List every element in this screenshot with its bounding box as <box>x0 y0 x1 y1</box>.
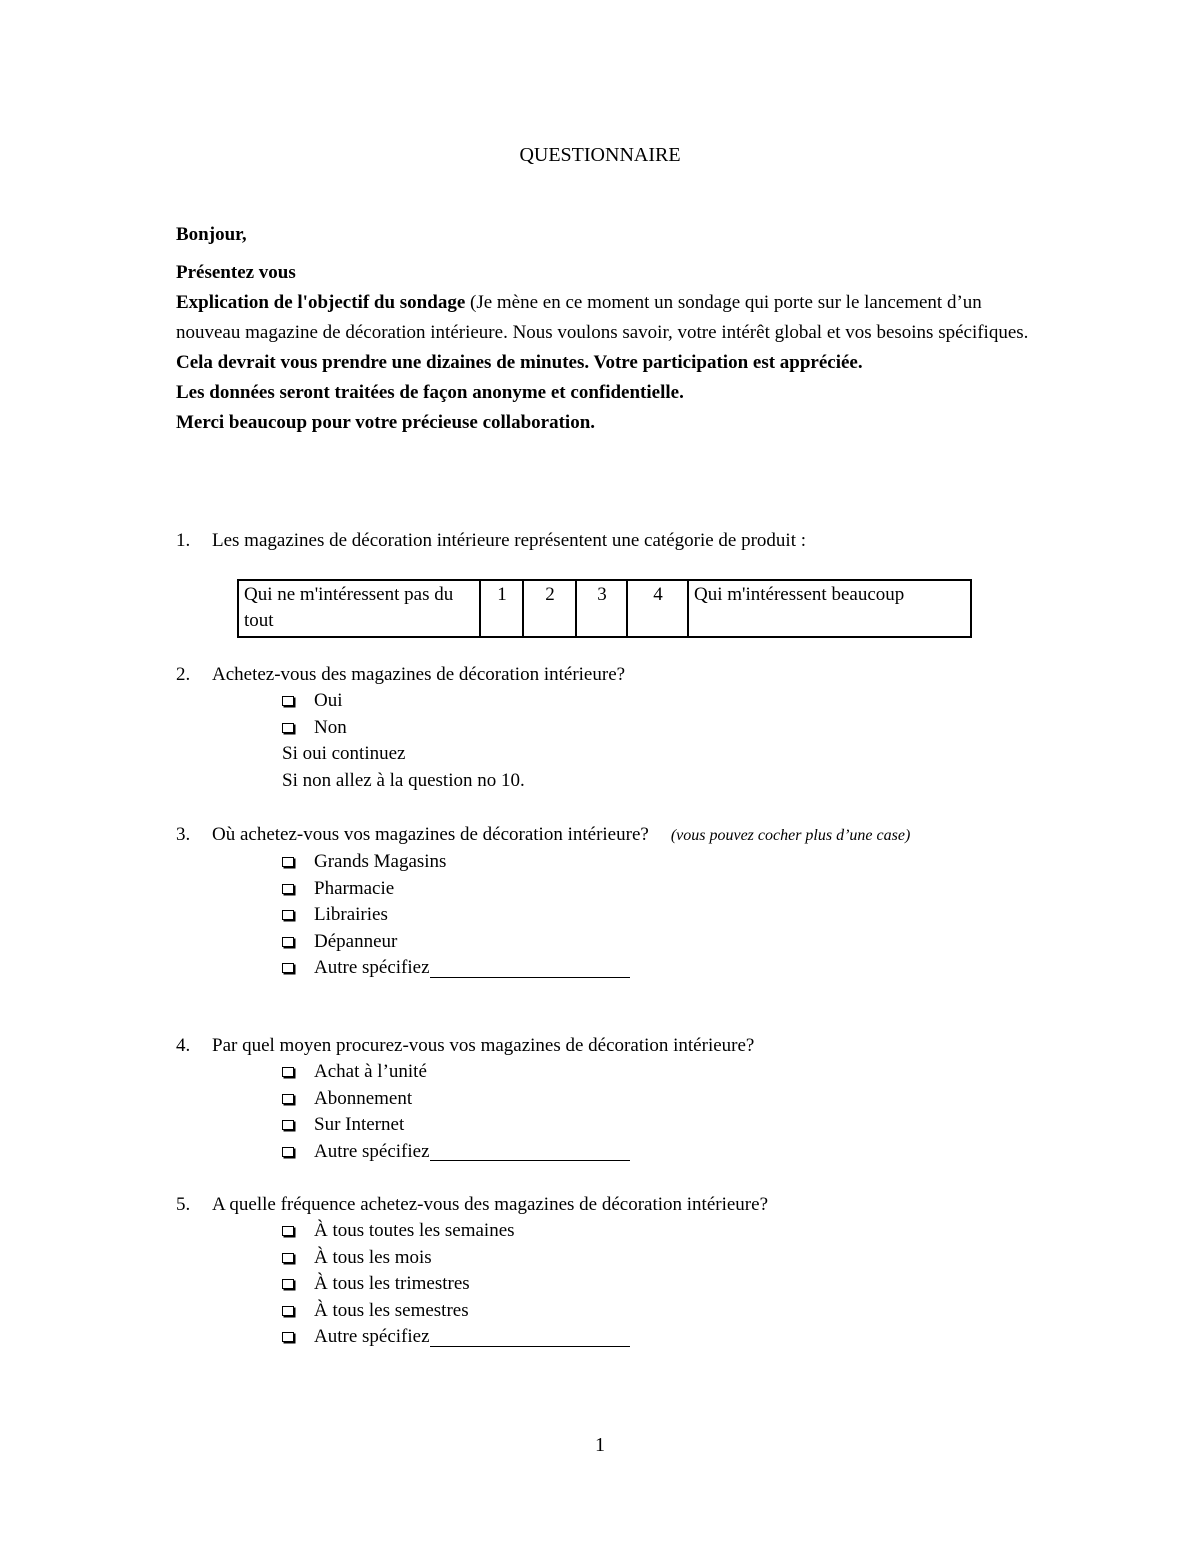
question-text: A quelle fréquence achetez-vous des magazines de décoration intérieure? <box>212 1194 769 1215</box>
page-number: 1 <box>595 1434 605 1456</box>
greeting: Bonjour, <box>176 224 247 245</box>
explanation-label: Explication de l'objectif du sondage <box>176 292 466 313</box>
question-note: (vous pouvez cocher plus d’une case) <box>670 827 911 844</box>
thanks-note: Merci beaucoup pour votre précieuse collaboration. <box>176 412 596 433</box>
checkbox-icon[interactable] <box>282 1332 294 1342</box>
question-number: 4. <box>176 1035 191 1056</box>
option-autre[interactable] <box>280 955 1016 982</box>
question-3 <box>176 822 1016 982</box>
option-label: Autre spécifiez <box>314 1140 430 1162</box>
checkbox-icon[interactable] <box>282 1253 294 1263</box>
option-label: Autre spécifiez <box>314 1326 430 1348</box>
checkbox-icon[interactable] <box>282 1306 294 1316</box>
option-label: À tous les semestres <box>314 1299 469 1321</box>
checkbox-icon[interactable] <box>282 1094 294 1104</box>
question-5 <box>176 1192 1016 1351</box>
checkbox-icon[interactable] <box>282 1279 294 1289</box>
option-non[interactable] <box>280 715 1016 742</box>
option-achat-unite[interactable] <box>280 1059 1016 1086</box>
option-label: Librairies <box>314 904 388 926</box>
if-yes-instruction: Si oui continuez <box>282 743 406 764</box>
option-label: À tous les mois <box>314 1246 432 1268</box>
option-depanneur[interactable] <box>280 929 1016 956</box>
routing-instructions <box>176 741 1016 794</box>
option-grands-magasins[interactable] <box>280 849 1016 876</box>
option-semestres[interactable] <box>280 1298 1016 1325</box>
question-number: 2. <box>176 664 191 685</box>
specify-blank-field[interactable] <box>430 1142 630 1161</box>
question-number: 1. <box>176 530 191 551</box>
specify-blank-field[interactable] <box>430 959 630 978</box>
scale-low-label: Qui ne m'intéressent pas du tout <box>238 580 480 637</box>
question-text: Où achetez-vous vos magazines de décoration intérieure? <box>212 824 649 845</box>
option-label: Non <box>314 716 347 738</box>
option-librairies[interactable] <box>280 902 1016 929</box>
option-label: À tous toutes les semaines <box>314 1220 515 1242</box>
options-list <box>176 1218 1016 1351</box>
explanation-text: (Je mène en ce moment un sondage qui porte sur le lancement d’un nouveau magazine de décoration intérieure. Nous voulons savoir, votre intérêt global et vos besoins spécifiques. <box>176 292 1029 343</box>
checkbox-icon[interactable] <box>282 1120 294 1130</box>
scale-cell[interactable]: 3 <box>576 580 627 637</box>
option-label: Autre spécifiez <box>314 957 430 979</box>
checkbox-icon[interactable] <box>282 857 294 867</box>
specify-blank-field[interactable] <box>430 1328 630 1347</box>
confidentiality-note: Les données seront traitées de façon anonyme et confidentielle. <box>176 382 684 403</box>
option-trimestres[interactable] <box>280 1271 1016 1298</box>
explanation-paragraph <box>176 288 1036 348</box>
option-label: Dépanneur <box>314 930 398 952</box>
option-label: Grands Magasins <box>314 851 447 873</box>
checkbox-icon[interactable] <box>282 884 294 894</box>
option-label: Oui <box>314 690 343 712</box>
option-label: Abonnement <box>314 1087 413 1109</box>
question-4 <box>176 1033 1016 1165</box>
option-autre[interactable] <box>280 1139 1016 1166</box>
interest-scale-table <box>237 579 972 638</box>
option-label: Sur Internet <box>314 1114 405 1136</box>
option-mois[interactable] <box>280 1245 1016 1272</box>
option-semaines[interactable] <box>280 1218 1016 1245</box>
option-oui[interactable] <box>280 688 1016 715</box>
scale-cell[interactable]: 4 <box>627 580 688 637</box>
scale-cell[interactable]: 2 <box>523 580 576 637</box>
question-number: 5. <box>176 1194 191 1215</box>
option-abonnement[interactable] <box>280 1086 1016 1113</box>
checkbox-icon[interactable] <box>282 723 294 733</box>
question-2 <box>176 662 1016 794</box>
checkbox-icon[interactable] <box>282 937 294 947</box>
present-instruction: Présentez vous <box>176 262 296 283</box>
duration-note: Cela devrait vous prendre une dizaines de minutes. Votre participation est appréciée. <box>176 352 863 373</box>
checkbox-icon[interactable] <box>282 910 294 920</box>
options-list <box>176 688 1016 741</box>
option-label: À tous les trimestres <box>314 1273 470 1295</box>
options-list <box>176 1059 1016 1165</box>
option-label: Pharmacie <box>314 877 395 899</box>
option-pharmacie[interactable] <box>280 876 1016 903</box>
checkbox-icon[interactable] <box>282 1226 294 1236</box>
intro-section <box>176 220 1036 438</box>
question-text: Les magazines de décoration intérieure représentent une catégorie de produit : <box>212 530 807 551</box>
checkbox-icon[interactable] <box>282 963 294 973</box>
question-text-wrapper <box>212 822 1016 849</box>
checkbox-icon[interactable] <box>282 1147 294 1157</box>
scale-high-label: Qui m'intéressent beaucoup <box>688 580 971 637</box>
question-number: 3. <box>176 824 191 845</box>
question-text: Par quel moyen procurez-vous vos magazines de décoration intérieure? <box>212 1035 755 1056</box>
if-no-instruction: Si non allez à la question no 10. <box>282 769 525 791</box>
checkbox-icon[interactable] <box>282 1067 294 1077</box>
question-1 <box>176 528 1016 554</box>
page-title: QUESTIONNAIRE <box>519 144 681 166</box>
option-autre[interactable] <box>280 1324 1016 1351</box>
question-text: Achetez-vous des magazines de décoration intérieure? <box>212 664 626 685</box>
options-list <box>176 849 1016 982</box>
option-label: Achat à l’unité <box>314 1061 427 1083</box>
checkbox-icon[interactable] <box>282 696 294 706</box>
scale-cell[interactable]: 1 <box>480 580 523 637</box>
option-internet[interactable] <box>280 1112 1016 1139</box>
